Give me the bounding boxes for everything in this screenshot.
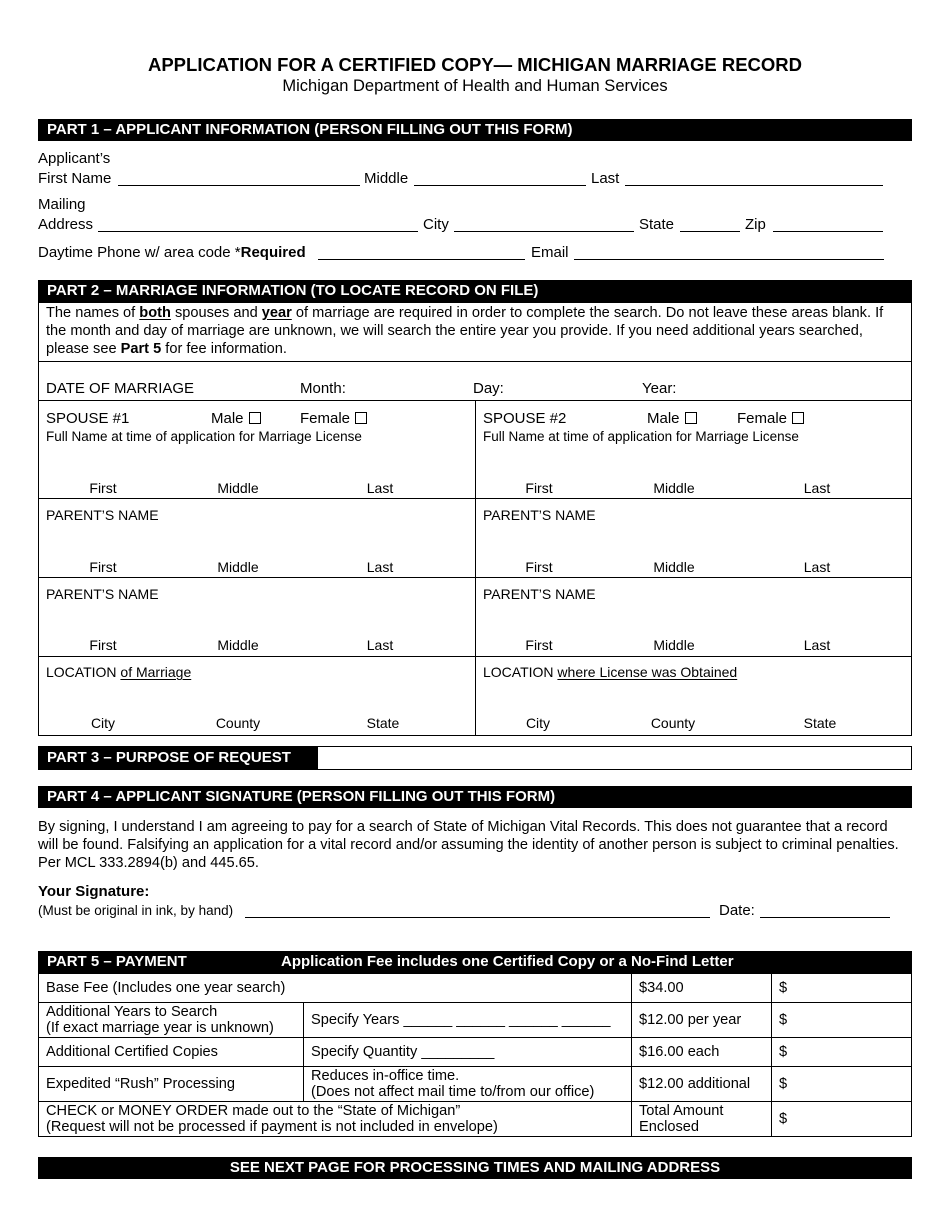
address-label: Address bbox=[38, 216, 94, 233]
date-label: Date: bbox=[719, 902, 755, 919]
signature-field[interactable] bbox=[245, 917, 710, 918]
check-note: CHECK or MONEY ORDER made out to the “State of Michigan” (Request will not be processed if payment is not included in envelope) bbox=[39, 1102, 632, 1137]
marriage-county[interactable]: County bbox=[215, 715, 261, 731]
additional-years-label: Additional Years to Search (If exact marriage year is unknown) bbox=[39, 1003, 304, 1038]
city-label: City bbox=[423, 216, 449, 233]
spouse1-name-note: Full Name at time of application for Marriage License bbox=[46, 429, 362, 444]
state-label: State bbox=[639, 216, 675, 233]
date-field[interactable] bbox=[760, 917, 890, 918]
spouse2-middle[interactable]: Middle bbox=[653, 480, 695, 496]
checkbox-icon[interactable] bbox=[355, 412, 367, 424]
spouse2-name-note: Full Name at time of application for Marriage License bbox=[483, 429, 799, 444]
part1-header: PART 1 – APPLICANT INFORMATION (PERSON FILLING OUT THIS FORM) bbox=[38, 119, 912, 141]
spouse2-label: SPOUSE #2 bbox=[483, 410, 567, 427]
email-field[interactable] bbox=[574, 259, 884, 260]
part4-header: PART 4 – APPLICANT SIGNATURE (PERSON FILLING OUT THIS FORM) bbox=[38, 786, 912, 808]
spouse2-parent1-middle[interactable]: Middle bbox=[653, 559, 695, 575]
divider bbox=[38, 577, 912, 578]
divider bbox=[38, 498, 912, 499]
middle-name-label: Middle bbox=[364, 170, 409, 187]
part2-header: PART 2 – MARRIAGE INFORMATION (TO LOCATE RECORD ON FILE) bbox=[38, 280, 912, 302]
base-fee-label: Base Fee (Includes one year search) bbox=[39, 974, 632, 1003]
address-field[interactable] bbox=[98, 231, 418, 232]
spouse1-parent2-last[interactable]: Last bbox=[366, 637, 394, 653]
spouse1-first[interactable]: First bbox=[89, 480, 117, 496]
page-subtitle: Michigan Department of Health and Human Services bbox=[282, 77, 668, 95]
last-name-field[interactable] bbox=[625, 185, 883, 186]
phone-label: Daytime Phone w/ area code *Required bbox=[38, 244, 306, 261]
mailing-label: Mailing bbox=[38, 196, 86, 213]
rush-price: $12.00 additional bbox=[632, 1067, 772, 1102]
spouse1-last[interactable]: Last bbox=[366, 480, 394, 496]
spouse2-parent2-last[interactable]: Last bbox=[803, 637, 831, 653]
rush-note: Reduces in-office time. (Does not affect mail time to/from our office) bbox=[304, 1067, 632, 1102]
spouse2-parent1-last[interactable]: Last bbox=[803, 559, 831, 575]
spouse1-label: SPOUSE #1 bbox=[46, 410, 130, 427]
your-signature-label: Your Signature: bbox=[38, 883, 150, 900]
rush-amount[interactable]: $ bbox=[772, 1067, 912, 1102]
marriage-state[interactable]: State bbox=[366, 715, 400, 731]
spouse1-parent2-first[interactable]: First bbox=[89, 637, 117, 653]
additional-years-amount[interactable]: $ bbox=[772, 1003, 912, 1038]
spouse1-parent1-middle[interactable]: Middle bbox=[217, 559, 259, 575]
spouse1-middle[interactable]: Middle bbox=[217, 480, 259, 496]
page-title: APPLICATION FOR A CERTIFIED COPY— MICHIGAN MARRIAGE RECORD bbox=[147, 54, 802, 75]
email-label: Email bbox=[531, 244, 569, 261]
signature-statement: By signing, I understand I am agreeing to pay for a search of State of Michigan Vital Records. This does not guarantee that a record will be found. Falsifying an application for a vital record and/or assuming the identity of another person is subject to criminal penalties. Per MCL 333.2894(b) and 445.65. bbox=[38, 819, 899, 871]
applicants-label: Applicant’s bbox=[38, 150, 111, 167]
base-fee-price: $34.00 bbox=[632, 974, 772, 1003]
base-fee-amount[interactable]: $ bbox=[772, 974, 912, 1003]
divider bbox=[38, 361, 912, 362]
spouse1-parent1-last[interactable]: Last bbox=[366, 559, 394, 575]
specify-quantity-field[interactable]: Specify Quantity _________ bbox=[304, 1038, 632, 1067]
city-field[interactable] bbox=[454, 231, 634, 232]
footer-banner: SEE NEXT PAGE FOR PROCESSING TIMES AND MAILING ADDRESS bbox=[38, 1157, 912, 1179]
checkbox-icon[interactable] bbox=[685, 412, 697, 424]
total-label: Total Amount Enclosed bbox=[632, 1102, 772, 1137]
rush-label: Expedited “Rush” Processing bbox=[39, 1067, 304, 1102]
license-state[interactable]: State bbox=[803, 715, 837, 731]
location-of-marriage-label: LOCATION of Marriage bbox=[46, 664, 192, 680]
spouse1-parent2-label: PARENT’S NAME bbox=[46, 586, 159, 602]
additional-copies-label: Additional Certified Copies bbox=[39, 1038, 304, 1067]
spouse2-parent2-first[interactable]: First bbox=[525, 637, 553, 653]
zip-field[interactable] bbox=[773, 231, 883, 232]
marriage-notice: The names of both spouses and year of marriage are required in order to complete the search. Do not leave these areas blank. If the month and day of marriage are unknown, we will search the entire year you provide. If you need additional years searched, please see Part 5 for fee information. bbox=[46, 305, 884, 357]
divider bbox=[38, 656, 912, 657]
first-name-label: First Name bbox=[38, 170, 112, 187]
spouse1-male[interactable]: Male bbox=[211, 410, 261, 427]
part3-header: PART 3 – PURPOSE OF REQUEST bbox=[38, 747, 318, 769]
additional-years-price: $12.00 per year bbox=[632, 1003, 772, 1038]
payment-table bbox=[38, 973, 912, 1137]
total-amount[interactable]: $ bbox=[772, 1102, 912, 1137]
marriage-city[interactable]: City bbox=[90, 715, 116, 731]
part5-header: PART 5 – PAYMENT Application Fee includes one Certified Copy or a No-Find Letter bbox=[38, 951, 912, 973]
additional-copies-amount[interactable]: $ bbox=[772, 1038, 912, 1067]
location-license-label: LOCATION where License was Obtained bbox=[483, 664, 738, 680]
spouse1-female[interactable]: Female bbox=[300, 410, 367, 427]
spouse2-parent2-label: PARENT’S NAME bbox=[483, 586, 596, 602]
state-field[interactable] bbox=[680, 231, 740, 232]
month-label[interactable]: Month: bbox=[300, 380, 346, 397]
checkbox-icon[interactable] bbox=[249, 412, 261, 424]
column-divider bbox=[475, 400, 476, 736]
spouse2-parent1-label: PARENT’S NAME bbox=[483, 507, 596, 523]
day-label[interactable]: Day: bbox=[473, 380, 504, 397]
spouse1-parent1-first[interactable]: First bbox=[89, 559, 117, 575]
spouse2-female[interactable]: Female bbox=[737, 410, 804, 427]
checkbox-icon[interactable] bbox=[792, 412, 804, 424]
license-county[interactable]: County bbox=[650, 715, 696, 731]
specify-years-field[interactable]: Specify Years ______ ______ ______ ______ bbox=[304, 1003, 632, 1038]
additional-copies-price: $16.00 each bbox=[632, 1038, 772, 1067]
spouse2-first[interactable]: First bbox=[525, 480, 553, 496]
year-label[interactable]: Year: bbox=[642, 380, 677, 397]
zip-label: Zip bbox=[745, 216, 766, 233]
spouse2-last[interactable]: Last bbox=[803, 480, 831, 496]
spouse1-parent1-label: PARENT’S NAME bbox=[46, 507, 159, 523]
spouse2-parent2-middle[interactable]: Middle bbox=[653, 637, 695, 653]
spouse1-parent2-middle[interactable]: Middle bbox=[217, 637, 259, 653]
middle-name-field[interactable] bbox=[414, 185, 586, 186]
signature-note: (Must be original in ink, by hand) bbox=[38, 903, 234, 918]
date-of-marriage-label: DATE OF MARRIAGE bbox=[46, 380, 195, 397]
license-city[interactable]: City bbox=[525, 715, 551, 731]
spouse2-parent1-first[interactable]: First bbox=[525, 559, 553, 575]
first-name-field[interactable] bbox=[118, 185, 360, 186]
spouse2-male[interactable]: Male bbox=[647, 410, 697, 427]
last-name-label: Last bbox=[591, 170, 620, 187]
phone-field[interactable] bbox=[318, 259, 525, 260]
